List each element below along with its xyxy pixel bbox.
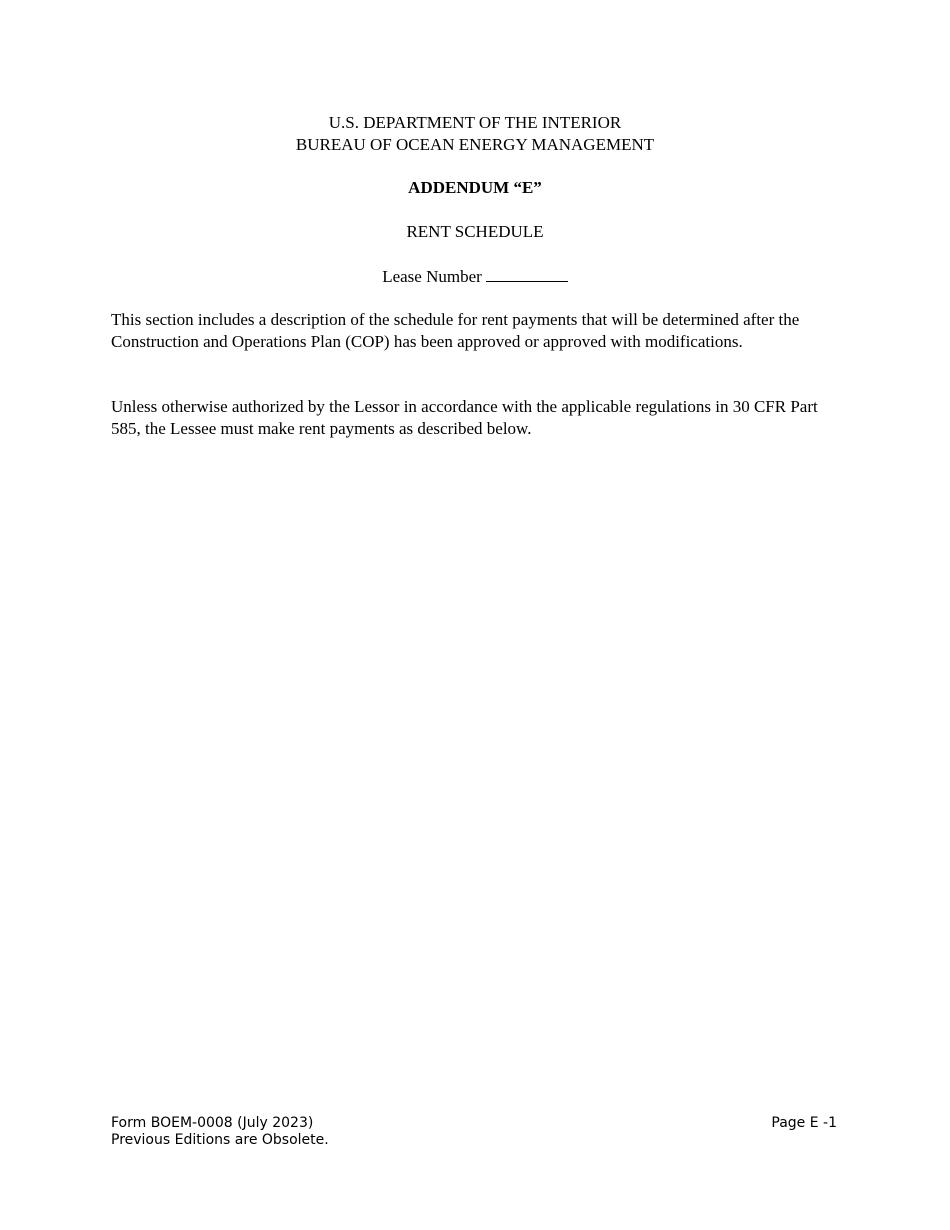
lease-number-label: Lease Number [382, 267, 482, 286]
lease-number-blank [486, 265, 568, 282]
form-id: Form BOEM-0008 (July 2023) [111, 1115, 314, 1131]
page-number: Page E -1 [771, 1115, 837, 1131]
footer-form-info [111, 1115, 329, 1149]
agency-header [0, 112, 950, 156]
rent-schedule-heading: RENT SCHEDULE [406, 222, 544, 241]
body-paragraph-1: This section includes a description of the schedule for rent payments that will be determined after the Construction and Operations Plan (COP) has been approved or approved with modifications. [111, 310, 800, 351]
addendum-title: ADDENDUM “E” [408, 178, 542, 197]
lease-number-line [0, 265, 950, 288]
obsolete-notice: Previous Editions are Obsolete. [111, 1132, 329, 1148]
department-name: U.S. DEPARTMENT OF THE INTERIOR [328, 113, 622, 132]
bureau-name: BUREAU OF OCEAN ENERGY MANAGEMENT [295, 135, 655, 154]
body-paragraph-2: Unless otherwise authorized by the Lessor in accordance with the applicable regulations in 30 CFR Part 585, the Lessee must make rent payments as described below. [111, 397, 818, 438]
